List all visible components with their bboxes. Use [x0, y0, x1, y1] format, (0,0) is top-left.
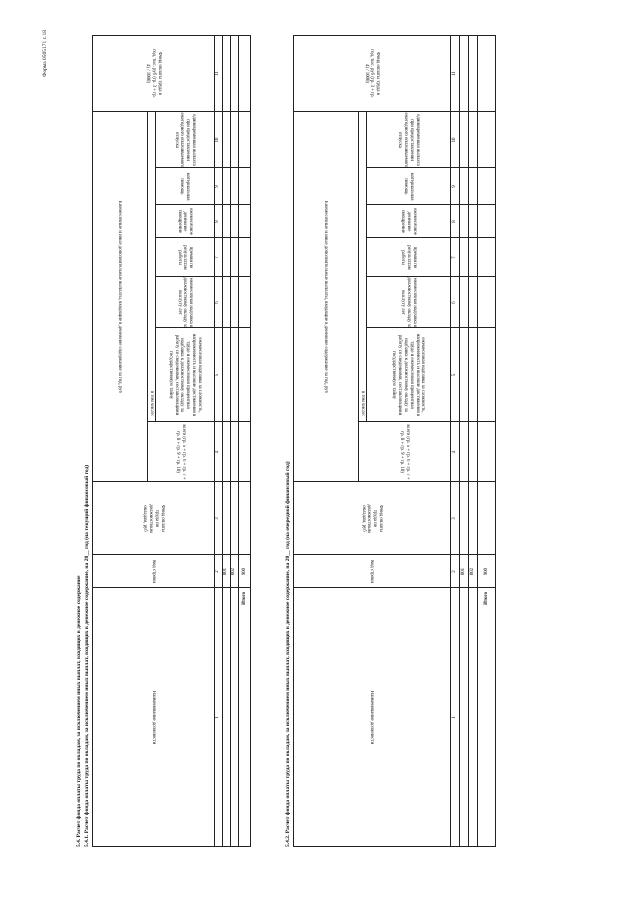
total-code: 900: [483, 567, 489, 576]
group-header: Ежемесячные и иные дополнительные выплаты, входящие в денежное содержание за год, руб: [323, 200, 329, 394]
col-header: Фонд оплаты труда по должностным окладам, руб: [360, 504, 384, 533]
col-header: Наименование должности: [369, 690, 375, 745]
col-header: Фонд оплаты труда в год, тыс. руб (гр. 3 + гр. 4) / 1000): [145, 49, 162, 98]
column-number: 1: [451, 716, 457, 719]
table-title: 5.4.1. Расчет фонда оплаты труда по окладам, за исключением иных выплат, входящих в денежное содержание, на 20__ год (на текущий финансовый год): [84, 464, 90, 847]
column-number: 9: [215, 185, 221, 188]
column-number: 10: [215, 137, 221, 143]
col-header: материальная помощь: [403, 172, 414, 201]
col-header: единовременная выплата при предоставлении ежегодного оплачиваемого отпуска: [397, 112, 420, 168]
column-number: 6: [215, 301, 221, 304]
total-code: 900: [241, 567, 247, 576]
column-number: 6: [451, 301, 457, 304]
col-header: Наименование должности: [150, 690, 156, 745]
col-header: всего (гр. 5 + гр. 6 + гр. 7 + гр. 8 + гр. 9 + гр. 10): [399, 424, 410, 480]
total-label: Итого: [241, 592, 247, 605]
col-header: ежемесячная надбавка за сложность, напряженность и высокие достижения в труде и ежемесячная процентная надбавка к должностному окладу за работу со сведениями, составляющими государственную тайну: [391, 333, 426, 417]
column-number: 2: [451, 570, 457, 573]
column-number: 5: [451, 373, 457, 377]
col-header: Код строки: [150, 560, 156, 583]
row-code: 001: [223, 567, 229, 576]
col-header: Фонд оплаты труда по должностным окладам, руб: [142, 504, 165, 533]
col-header: материальная помощь: [179, 172, 191, 201]
column-number: 11: [451, 71, 457, 76]
column-number: 2: [215, 570, 221, 573]
subgroup-label: в том числе:: [148, 390, 154, 416]
column-number: 11: [215, 71, 221, 76]
col-header: ежемесячная надбавка к должностному окладу за выслугу лет: [176, 277, 194, 328]
column-number: 8: [451, 220, 457, 223]
section-title: 5.4. Расчет фонда оплаты труда по окладам, за исключением иных выплат, входящих в денежное содержание: [76, 575, 82, 847]
col-header: Код строки: [369, 560, 375, 583]
col-header: ежемесячная надбавка к должностному окладу за выслугу лет: [400, 277, 417, 328]
form-code: Форма 0505171 с.18: [42, 30, 48, 77]
column-number: 10: [451, 137, 457, 143]
column-number: 1: [215, 716, 221, 719]
col-header: ежемесячное денежное поощрение: [400, 208, 417, 235]
col-header: ежемесячная надбавка за сложность, напряженность и высокие достижения в труде и ежемесячная процентная надбавка к должностному окладу за работу со сведениями, составляющими государственную тайну: [167, 333, 202, 417]
col-header: единовременная выплата при предоставлении ежегодного оплачиваемого отпуска: [173, 112, 197, 168]
col-header: премии по результатам работы: [176, 245, 194, 270]
column-number: 7: [215, 256, 221, 259]
column-number: 3: [215, 517, 221, 520]
column-number: 5: [215, 373, 221, 377]
column-number: 7: [451, 256, 457, 259]
col-header: Фонд оплаты труда в год, тыс. руб (гр. 3 + гр. 4) / 1000): [363, 49, 381, 98]
column-number: 4: [451, 450, 457, 454]
row-code: 002: [469, 567, 475, 576]
col-header: всего (гр. 5 + гр. 6 + гр. 7 + гр. 8 + гр. 9 + гр. 10): [175, 424, 187, 480]
column-number: 9: [451, 185, 457, 188]
col-header: ежемесячное денежное поощрение: [176, 208, 194, 235]
subgroup-label: в том числе:: [359, 390, 365, 416]
column-number: 3: [451, 517, 457, 520]
col-header: премии по результатам работы: [400, 245, 417, 270]
table-title: 5.4.2. Расчет фонда оплаты труда по окладам, за исключением иных выплат, входящих в денежное содержание, на 20__ год (на очередной финансовый год): [285, 461, 291, 847]
row-code: 002: [231, 567, 237, 576]
column-number: 8: [215, 220, 221, 223]
total-label: Итого: [483, 592, 489, 605]
group-header: Ежемесячные и иные дополнительные выплаты, входящие в денежное содержание за год, руб: [117, 200, 123, 394]
row-code: 001: [460, 567, 466, 576]
column-number: 4: [215, 450, 221, 454]
